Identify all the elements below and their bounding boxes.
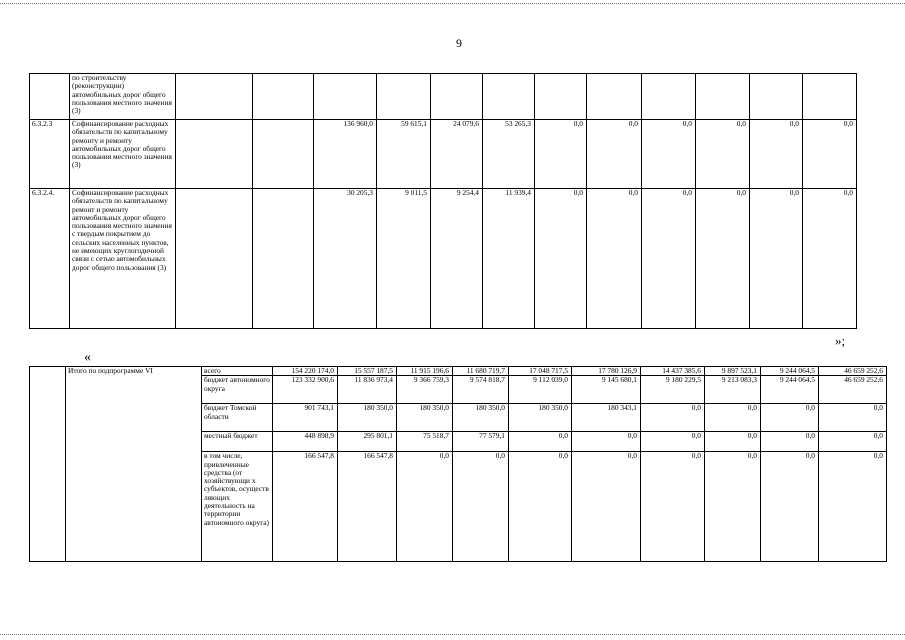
value-cell	[696, 74, 750, 120]
value-cell: 9 254,4	[431, 189, 483, 329]
value-cell: 9 244 064,5	[761, 376, 819, 404]
value-cell: 136 960,0	[314, 120, 377, 189]
value-cell: 180 350,0	[397, 404, 453, 432]
value-cell: 11 915 196,6	[397, 367, 453, 376]
value-cell: 0,0	[803, 189, 857, 329]
value-cell: 0,0	[641, 404, 705, 432]
subprogram-total-title: Итого по подпрограмме VI	[66, 367, 202, 562]
value-cell: 180 350,0	[453, 404, 509, 432]
value-cell: 0,0	[803, 120, 857, 189]
value-cell: 180 343,1	[572, 404, 641, 432]
value-cell: 0,0	[705, 404, 761, 432]
table-row	[30, 74, 857, 120]
value-cell: 9 011,5	[377, 189, 431, 329]
value-cell	[431, 74, 483, 120]
value-cell: 9 897 523,1	[705, 367, 761, 376]
value-cell: 17 048 717,5	[509, 367, 572, 376]
row-label: бюджет Томской области	[202, 404, 273, 432]
row-code: 6.3.2.4.	[30, 189, 70, 329]
value-cell: 0,0	[705, 432, 761, 452]
value-cell: 0,0	[819, 452, 887, 562]
value-cell: 15 557 187,5	[338, 367, 397, 376]
value-cell: 0,0	[535, 120, 587, 189]
value-cell: 0,0	[750, 120, 803, 189]
value-cell: 295 801,1	[338, 432, 397, 452]
opening-quote: «	[84, 350, 91, 365]
value-cell: 0,0	[509, 452, 572, 562]
value-cell: 11 680 719,7	[453, 367, 509, 376]
value-cell: 0,0	[453, 452, 509, 562]
value-cell: 11 939,4	[483, 189, 535, 329]
value-cell: 0,0	[696, 189, 750, 329]
value-cell: 901 743,1	[273, 404, 338, 432]
value-cell: 75 518,7	[397, 432, 453, 452]
value-cell	[750, 74, 803, 120]
value-cell: 9 244 064,5	[761, 367, 819, 376]
value-cell: 0,0	[642, 189, 696, 329]
value-cell	[377, 74, 431, 120]
scan-artifact-top	[0, 3, 905, 4]
value-cell: 0,0	[642, 120, 696, 189]
row-code	[30, 74, 70, 120]
value-cell: 17 780 126,9	[572, 367, 641, 376]
value-cell: 0,0	[705, 452, 761, 562]
table-row	[30, 189, 857, 329]
value-cell: 9 213 083,3	[705, 376, 761, 404]
value-cell: 154 220 174,0	[273, 367, 338, 376]
value-cell: 0,0	[587, 120, 642, 189]
scan-artifact-bottom	[0, 634, 905, 635]
row-code: 6.3.2.3	[30, 120, 70, 189]
value-cell: 123 332 900,6	[273, 376, 338, 404]
closing-quote: »;	[835, 333, 846, 348]
value-cell: 0,0	[509, 432, 572, 452]
value-cell: 11 836 973,4	[338, 376, 397, 404]
value-cell: 0,0	[761, 432, 819, 452]
value-cell: 24 079,6	[431, 120, 483, 189]
row-name: Софинансирование расходных обязательств по капитальному ремонт и ремонту автомобильных дорог общего пользования местного значения с твердым покрытием до сельских населенных пунктов, не имеющих круглогодичной связи с сетью автомобильных дорог общего пользования (3)	[70, 189, 176, 329]
value-cell	[803, 74, 857, 120]
value-cell: 0,0	[587, 189, 642, 329]
value-cell: 0,0	[572, 452, 641, 562]
value-cell	[535, 74, 587, 120]
value-cell	[314, 74, 377, 120]
value-cell: 9 574 818,7	[453, 376, 509, 404]
value-cell: 448 898,9	[273, 432, 338, 452]
value-cell: 0,0	[641, 452, 705, 562]
row-name: по строительству (реконструкции) автомобильных дорог общего пользования местного значения (3)	[70, 74, 176, 120]
value-cell: 0,0	[819, 404, 887, 432]
value-cell: 0,0	[641, 432, 705, 452]
value-cell: 53 265,3	[483, 120, 535, 189]
row-label: в том числе, привлеченные средства (от хозяйствующи х субъектов, осуществ ляющих деятельность на территории автономного округа)	[202, 452, 273, 562]
value-cell: 14 437 385,6	[641, 367, 705, 376]
value-cell: 0,0	[572, 432, 641, 452]
value-cell	[587, 74, 642, 120]
row-name: Софинансирование расходных обязательств по капитальному ремонту и ремонту автомобильных дорог общего пользования местного значения (3)	[70, 120, 176, 189]
row-label: бюджет автономного округа	[202, 376, 273, 404]
value-cell: 0,0	[535, 189, 587, 329]
table-row	[30, 367, 887, 376]
upper-table	[29, 73, 857, 329]
value-cell: 180 350,0	[338, 404, 397, 432]
value-cell: 0,0	[819, 432, 887, 452]
lower-table	[29, 366, 887, 562]
row-label: всего	[202, 367, 273, 376]
value-cell: 9 112 039,0	[509, 376, 572, 404]
row-label: местный бюджет	[202, 432, 273, 452]
value-cell: 59 615,1	[377, 120, 431, 189]
value-cell: 0,0	[696, 120, 750, 189]
value-cell: 0,0	[397, 452, 453, 562]
value-cell: 0,0	[761, 404, 819, 432]
page-number: 9	[456, 36, 462, 50]
value-cell: 166 547,8	[338, 452, 397, 562]
value-cell: 30 205,3	[314, 189, 377, 329]
value-cell: 166 547,8	[273, 452, 338, 562]
value-cell: 0,0	[761, 452, 819, 562]
value-cell: 9 366 759,3	[397, 376, 453, 404]
value-cell: 180 350,0	[509, 404, 572, 432]
value-cell: 0,0	[750, 189, 803, 329]
value-cell	[483, 74, 535, 120]
value-cell: 77 579,1	[453, 432, 509, 452]
value-cell: 9 145 680,1	[572, 376, 641, 404]
table-row	[30, 120, 857, 189]
value-cell: 46 659 252,6	[819, 367, 887, 376]
value-cell: 46 659 252,6	[819, 376, 887, 404]
value-cell: 9 180 229,5	[641, 376, 705, 404]
value-cell	[642, 74, 696, 120]
